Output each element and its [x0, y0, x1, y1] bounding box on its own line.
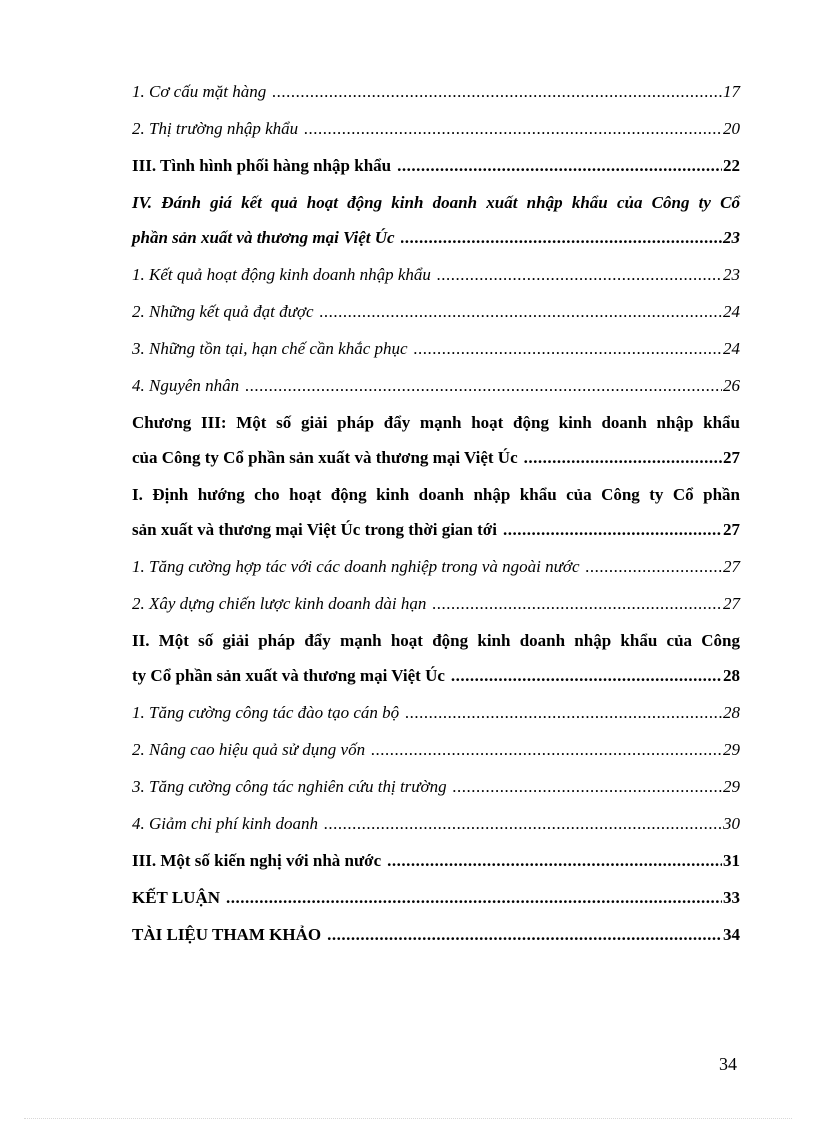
toc-page-number: 27 — [723, 520, 740, 539]
toc-page-number: 22 — [723, 156, 740, 175]
toc-entry — [132, 79, 740, 105]
toc-entry — [132, 737, 740, 763]
toc-entry-title: III. Tình hình phối hàng nhập khẩu — [132, 156, 392, 175]
toc-page-number: 30 — [723, 814, 740, 833]
toc-entry-title: 1. Tăng cường hợp tác với các doanh nghiệp trong và ngoài nước — [132, 557, 580, 576]
toc-entry — [132, 116, 740, 142]
dot-leader — [414, 336, 722, 362]
toc-entry-title: TÀI LIỆU THAM KHẢO — [132, 925, 322, 944]
toc-entry — [132, 373, 740, 399]
toc-page-number: 26 — [723, 376, 740, 395]
toc-page-number: 27 — [723, 557, 740, 576]
toc-entry-title-line1: Chương III: Một số giải pháp đẩy mạnh hoạt động kinh doanh nhập khẩu — [132, 413, 740, 432]
toc-entry — [132, 336, 740, 362]
dot-leader — [405, 700, 722, 726]
toc-entry — [132, 410, 740, 471]
toc-page-number: 28 — [723, 666, 740, 685]
toc-entry-title: 1. Tăng cường công tác đào tạo cán bộ — [132, 703, 400, 722]
toc-entry-title: 2. Xây dựng chiến lược kinh doanh dài hạn — [132, 594, 427, 613]
toc-entry — [132, 153, 740, 179]
toc-entry — [132, 628, 740, 689]
toc-entry-title: sản xuất và thương mại Việt Úc trong thời gian tới — [132, 520, 497, 539]
dot-leader — [324, 811, 722, 837]
toc-entry — [132, 262, 740, 288]
toc-entry-title-line1: II. Một số giải pháp đẩy mạnh hoạt động kinh doanh nhập khẩu của Công — [132, 631, 740, 650]
dot-leader — [586, 554, 722, 580]
toc-page-number: 17 — [723, 82, 740, 101]
toc-entry-title: 1. Kết quả hoạt động kinh doanh nhập khẩu — [132, 265, 431, 284]
dot-leader — [397, 153, 722, 179]
toc-entry — [132, 774, 740, 800]
page-number: 34 — [719, 1054, 737, 1074]
dot-leader — [451, 663, 722, 689]
toc-entry-title: 4. Giảm chi phí kinh doanh — [132, 814, 319, 833]
toc-page-number: 20 — [723, 119, 740, 138]
toc-page-number: 27 — [723, 594, 740, 613]
toc-page-number: 28 — [723, 703, 740, 722]
toc-entry — [132, 700, 740, 726]
dot-leader — [453, 774, 722, 800]
toc-entry — [132, 811, 740, 837]
toc-page-number: 24 — [723, 339, 740, 358]
dot-leader — [304, 116, 722, 142]
toc-entry — [132, 482, 740, 543]
toc-entry-title: 1. Cơ cấu mặt hàng — [132, 82, 267, 101]
toc-entry — [132, 885, 740, 911]
dot-leader — [327, 922, 722, 948]
dot-leader — [226, 885, 722, 911]
toc-page-number: 24 — [723, 302, 740, 321]
toc-page-number: 23 — [723, 265, 740, 284]
toc-entry-title: 2. Thị trường nhập khẩu — [132, 119, 299, 138]
toc-entry-title: 2. Những kết quả đạt được — [132, 302, 314, 321]
toc-entry-title: III. Một số kiến nghị với nhà nước — [132, 851, 382, 870]
dot-leader — [371, 737, 722, 763]
dot-leader — [503, 517, 722, 543]
toc-entry-title: 3. Tăng cường công tác nghiên cứu thị trường — [132, 777, 447, 796]
toc-entry-title: 4. Nguyên nhân — [132, 376, 240, 395]
dot-leader — [432, 591, 722, 617]
toc-entry-title: KẾT LUẬN — [132, 888, 221, 907]
page-bottom-edge — [24, 1118, 792, 1119]
toc-page-number: 29 — [723, 777, 740, 796]
toc-entry — [132, 848, 740, 874]
dot-leader — [401, 225, 722, 251]
toc-entry — [132, 554, 740, 580]
toc-entry-title: 3. Những tồn tại, hạn chế cần khắc phục — [132, 339, 408, 358]
toc-entry-title: 2. Nâng cao hiệu quả sử dụng vốn — [132, 740, 366, 759]
toc-page-number: 31 — [723, 851, 740, 870]
toc-page-number: 27 — [723, 448, 740, 467]
toc-entry-title: ty Cổ phần sản xuất và thương mại Việt Úc — [132, 666, 445, 685]
toc-entry-title-line1: IV. Đánh giá kết quả hoạt động kinh doanh xuất nhập khẩu của Công ty Cổ — [132, 193, 740, 212]
toc-page-number: 23 — [723, 228, 740, 247]
toc-entry — [132, 190, 740, 251]
toc-page-number: 33 — [723, 888, 740, 907]
toc-entry-title-line1: I. Định hướng cho hoạt động kinh doanh nhập khẩu của Công ty Cổ phần — [132, 485, 740, 504]
dot-leader — [245, 373, 722, 399]
dot-leader — [320, 299, 722, 325]
dot-leader — [272, 79, 722, 105]
toc-entry — [132, 591, 740, 617]
toc-entry-title: của Công ty Cổ phần sản xuất và thương mại Việt Úc — [132, 448, 518, 467]
table-of-contents — [132, 79, 740, 959]
toc-page-number: 29 — [723, 740, 740, 759]
toc-entry-title: phần sản xuất và thương mại Việt Úc — [132, 228, 395, 247]
dot-leader — [524, 445, 722, 471]
dot-leader — [387, 848, 722, 874]
dot-leader — [437, 262, 722, 288]
toc-entry — [132, 299, 740, 325]
toc-entry — [132, 922, 740, 948]
toc-page-number: 34 — [723, 925, 740, 944]
